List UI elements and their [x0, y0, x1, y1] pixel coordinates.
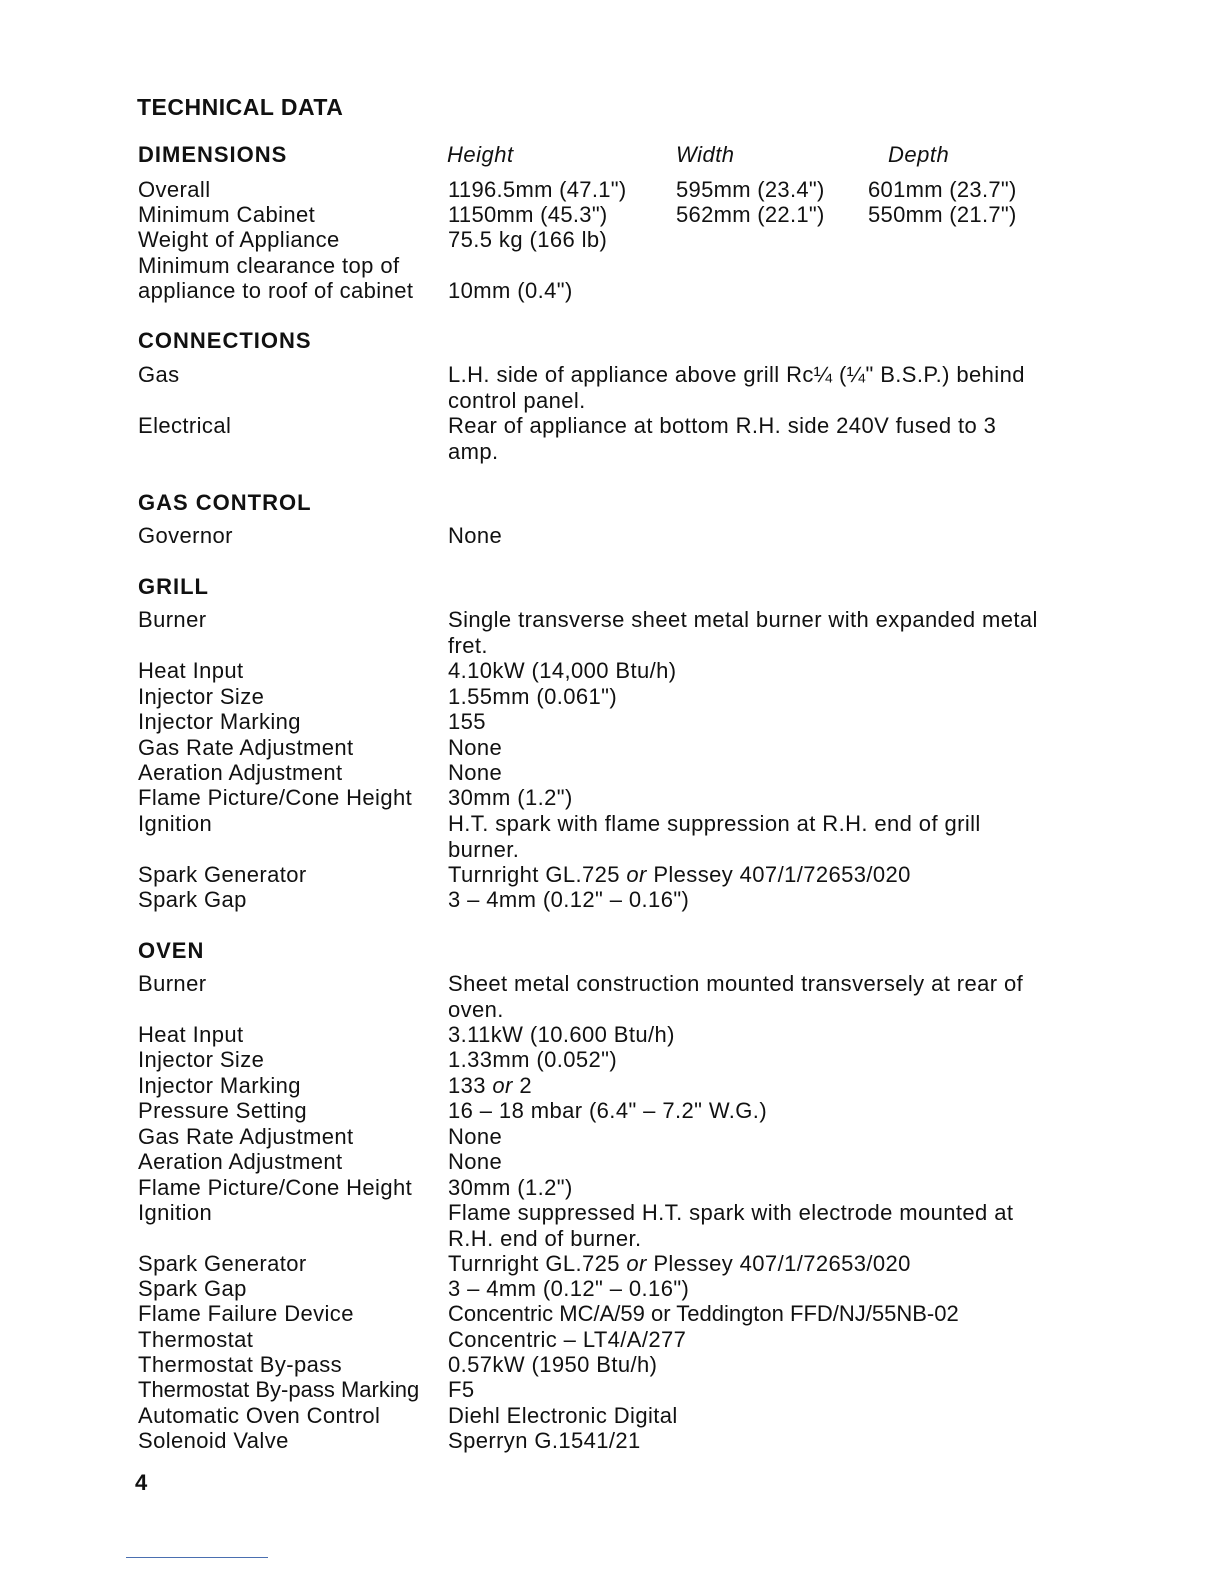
clearance-value: 10mm (0.4"): [448, 278, 573, 303]
oven-flame-failure-value: Concentric MC/A/59 or Teddington FFD/NJ/55NB-02: [448, 1301, 959, 1326]
governor-value: None: [448, 523, 503, 548]
oven-heat-input-label: Heat Input: [138, 1022, 244, 1047]
grill-flame-picture-value: 30mm (1.2"): [448, 785, 573, 810]
electrical-connection-value: Rear of appliance at bottom R.H. side 240V fused to 3 amp.: [448, 413, 997, 464]
grill-burner-value: Single transverse sheet metal burner with expanded metal fret.: [448, 607, 1038, 658]
grill-ignition-value: H.T. spark with flame suppression at R.H. end of grill burner.: [448, 811, 981, 862]
clearance-label-line-2: appliance to roof of cabinet: [138, 278, 414, 303]
grill-injector-size-label: Injector Size: [138, 684, 265, 709]
oven-thermostat-value: Concentric – LT4/A/277: [448, 1327, 687, 1352]
oven-burner-value: Sheet metal construction mounted transversely at rear of oven.: [448, 971, 1024, 1022]
column-height-label: Height: [447, 142, 514, 167]
cabinet-height-value: 1150mm (45.3"): [448, 202, 608, 227]
overall-height-value: 1196.5mm (47.1"): [448, 177, 627, 202]
oven-spark-generator-value: Turnright GL.725 or Plessey 407/1/72653/020: [448, 1251, 911, 1276]
gas-control-heading: GAS CONTROL: [138, 490, 312, 515]
page-number: 4: [135, 1470, 148, 1495]
oven-injector-size-value: 1.33mm (0.052"): [448, 1047, 618, 1072]
grill-heading: GRILL: [138, 574, 209, 599]
oven-heat-input-value: 3.11kW (10.600 Btu/h): [448, 1022, 675, 1047]
oven-automatic-control-label: Automatic Oven Control: [138, 1403, 381, 1428]
grill-aeration-label: Aeration Adjustment: [138, 760, 343, 785]
grill-spark-gap-label: Spark Gap: [138, 887, 247, 912]
grill-gas-rate-label: Gas Rate Adjustment: [138, 735, 354, 760]
grill-ignition-label: Ignition: [138, 811, 213, 836]
oven-aeration-value: None: [448, 1149, 503, 1174]
oven-automatic-control-value: Diehl Electronic Digital: [448, 1403, 678, 1428]
weight-value: 75.5 kg (166 lb): [448, 227, 608, 252]
overall-width-value: 595mm (23.4"): [676, 177, 825, 202]
grill-gas-rate-value: None: [448, 735, 503, 760]
gas-connection-label: Gas: [138, 362, 180, 387]
oven-gas-rate-value: None: [448, 1124, 503, 1149]
oven-ignition-value: Flame suppressed H.T. spark with electrode mounted at R.H. end of burner.: [448, 1200, 1014, 1251]
oven-ignition-label: Ignition: [138, 1200, 213, 1225]
column-width-label: Width: [676, 142, 735, 167]
oven-pressure-setting-label: Pressure Setting: [138, 1098, 308, 1123]
column-depth-label: Depth: [888, 142, 950, 167]
oven-injector-size-label: Injector Size: [138, 1047, 265, 1072]
oven-burner-label: Burner: [138, 971, 207, 996]
oven-flame-picture-label: Flame Picture/Cone Height: [138, 1175, 413, 1200]
grill-flame-picture-label: Flame Picture/Cone Height: [138, 785, 413, 810]
page-title: TECHNICAL DATA: [137, 94, 344, 120]
minimum-cabinet-label: Minimum Cabinet: [138, 202, 316, 227]
bottom-rule: [126, 1557, 268, 1558]
connections-heading: CONNECTIONS: [138, 328, 312, 353]
oven-gas-rate-label: Gas Rate Adjustment: [138, 1124, 354, 1149]
oven-spark-generator-label: Spark Generator: [138, 1251, 307, 1276]
oven-flame-failure-label: Flame Failure Device: [138, 1301, 354, 1326]
dimensions-heading: DIMENSIONS: [138, 142, 288, 167]
grill-injector-marking-label: Injector Marking: [138, 709, 301, 734]
grill-burner-label: Burner: [138, 607, 207, 632]
cabinet-width-value: 562mm (22.1"): [676, 202, 825, 227]
oven-injector-marking-label: Injector Marking: [138, 1073, 301, 1098]
overall-label: Overall: [138, 177, 211, 202]
grill-heat-input-value: 4.10kW (14,000 Btu/h): [448, 658, 677, 683]
grill-injector-marking-value: 155: [448, 709, 486, 734]
electrical-connection-label: Electrical: [138, 413, 232, 438]
oven-heading: OVEN: [138, 938, 205, 963]
oven-injector-marking-value: 133 or 2: [448, 1073, 532, 1098]
grill-injector-size-value: 1.55mm (0.061"): [448, 684, 618, 709]
overall-depth-value: 601mm (23.7"): [868, 177, 1017, 202]
oven-solenoid-value: Sperryn G.1541/21: [448, 1428, 641, 1453]
grill-aeration-value: None: [448, 760, 503, 785]
cabinet-depth-value: 550mm (21.7"): [868, 202, 1017, 227]
governor-label: Governor: [138, 523, 233, 548]
weight-label: Weight of Appliance: [138, 227, 340, 252]
oven-bypass-label: Thermostat By-pass: [138, 1352, 343, 1377]
grill-spark-gap-value: 3 – 4mm (0.12" – 0.16"): [448, 887, 690, 912]
oven-solenoid-label: Solenoid Valve: [138, 1428, 289, 1453]
oven-aeration-label: Aeration Adjustment: [138, 1149, 343, 1174]
oven-pressure-setting-value: 16 – 18 mbar (6.4" – 7.2" W.G.): [448, 1098, 768, 1123]
gas-connection-value: L.H. side of appliance above grill Rc¼ (¼" B.S.P.) behind control panel.: [448, 362, 1025, 413]
oven-thermostat-label: Thermostat: [138, 1327, 254, 1352]
grill-spark-generator-label: Spark Generator: [138, 862, 307, 887]
oven-spark-gap-value: 3 – 4mm (0.12" – 0.16"): [448, 1276, 690, 1301]
oven-bypass-marking-label: Thermostat By-pass Marking: [138, 1377, 420, 1402]
oven-flame-picture-value: 30mm (1.2"): [448, 1175, 573, 1200]
oven-spark-gap-label: Spark Gap: [138, 1276, 247, 1301]
grill-spark-generator-value: Turnright GL.725 or Plessey 407/1/72653/020: [448, 862, 911, 887]
clearance-label-line-1: Minimum clearance top of: [138, 253, 400, 278]
oven-bypass-marking-value: F5: [448, 1377, 475, 1402]
grill-heat-input-label: Heat Input: [138, 658, 244, 683]
oven-bypass-value: 0.57kW (1950 Btu/h): [448, 1352, 658, 1377]
